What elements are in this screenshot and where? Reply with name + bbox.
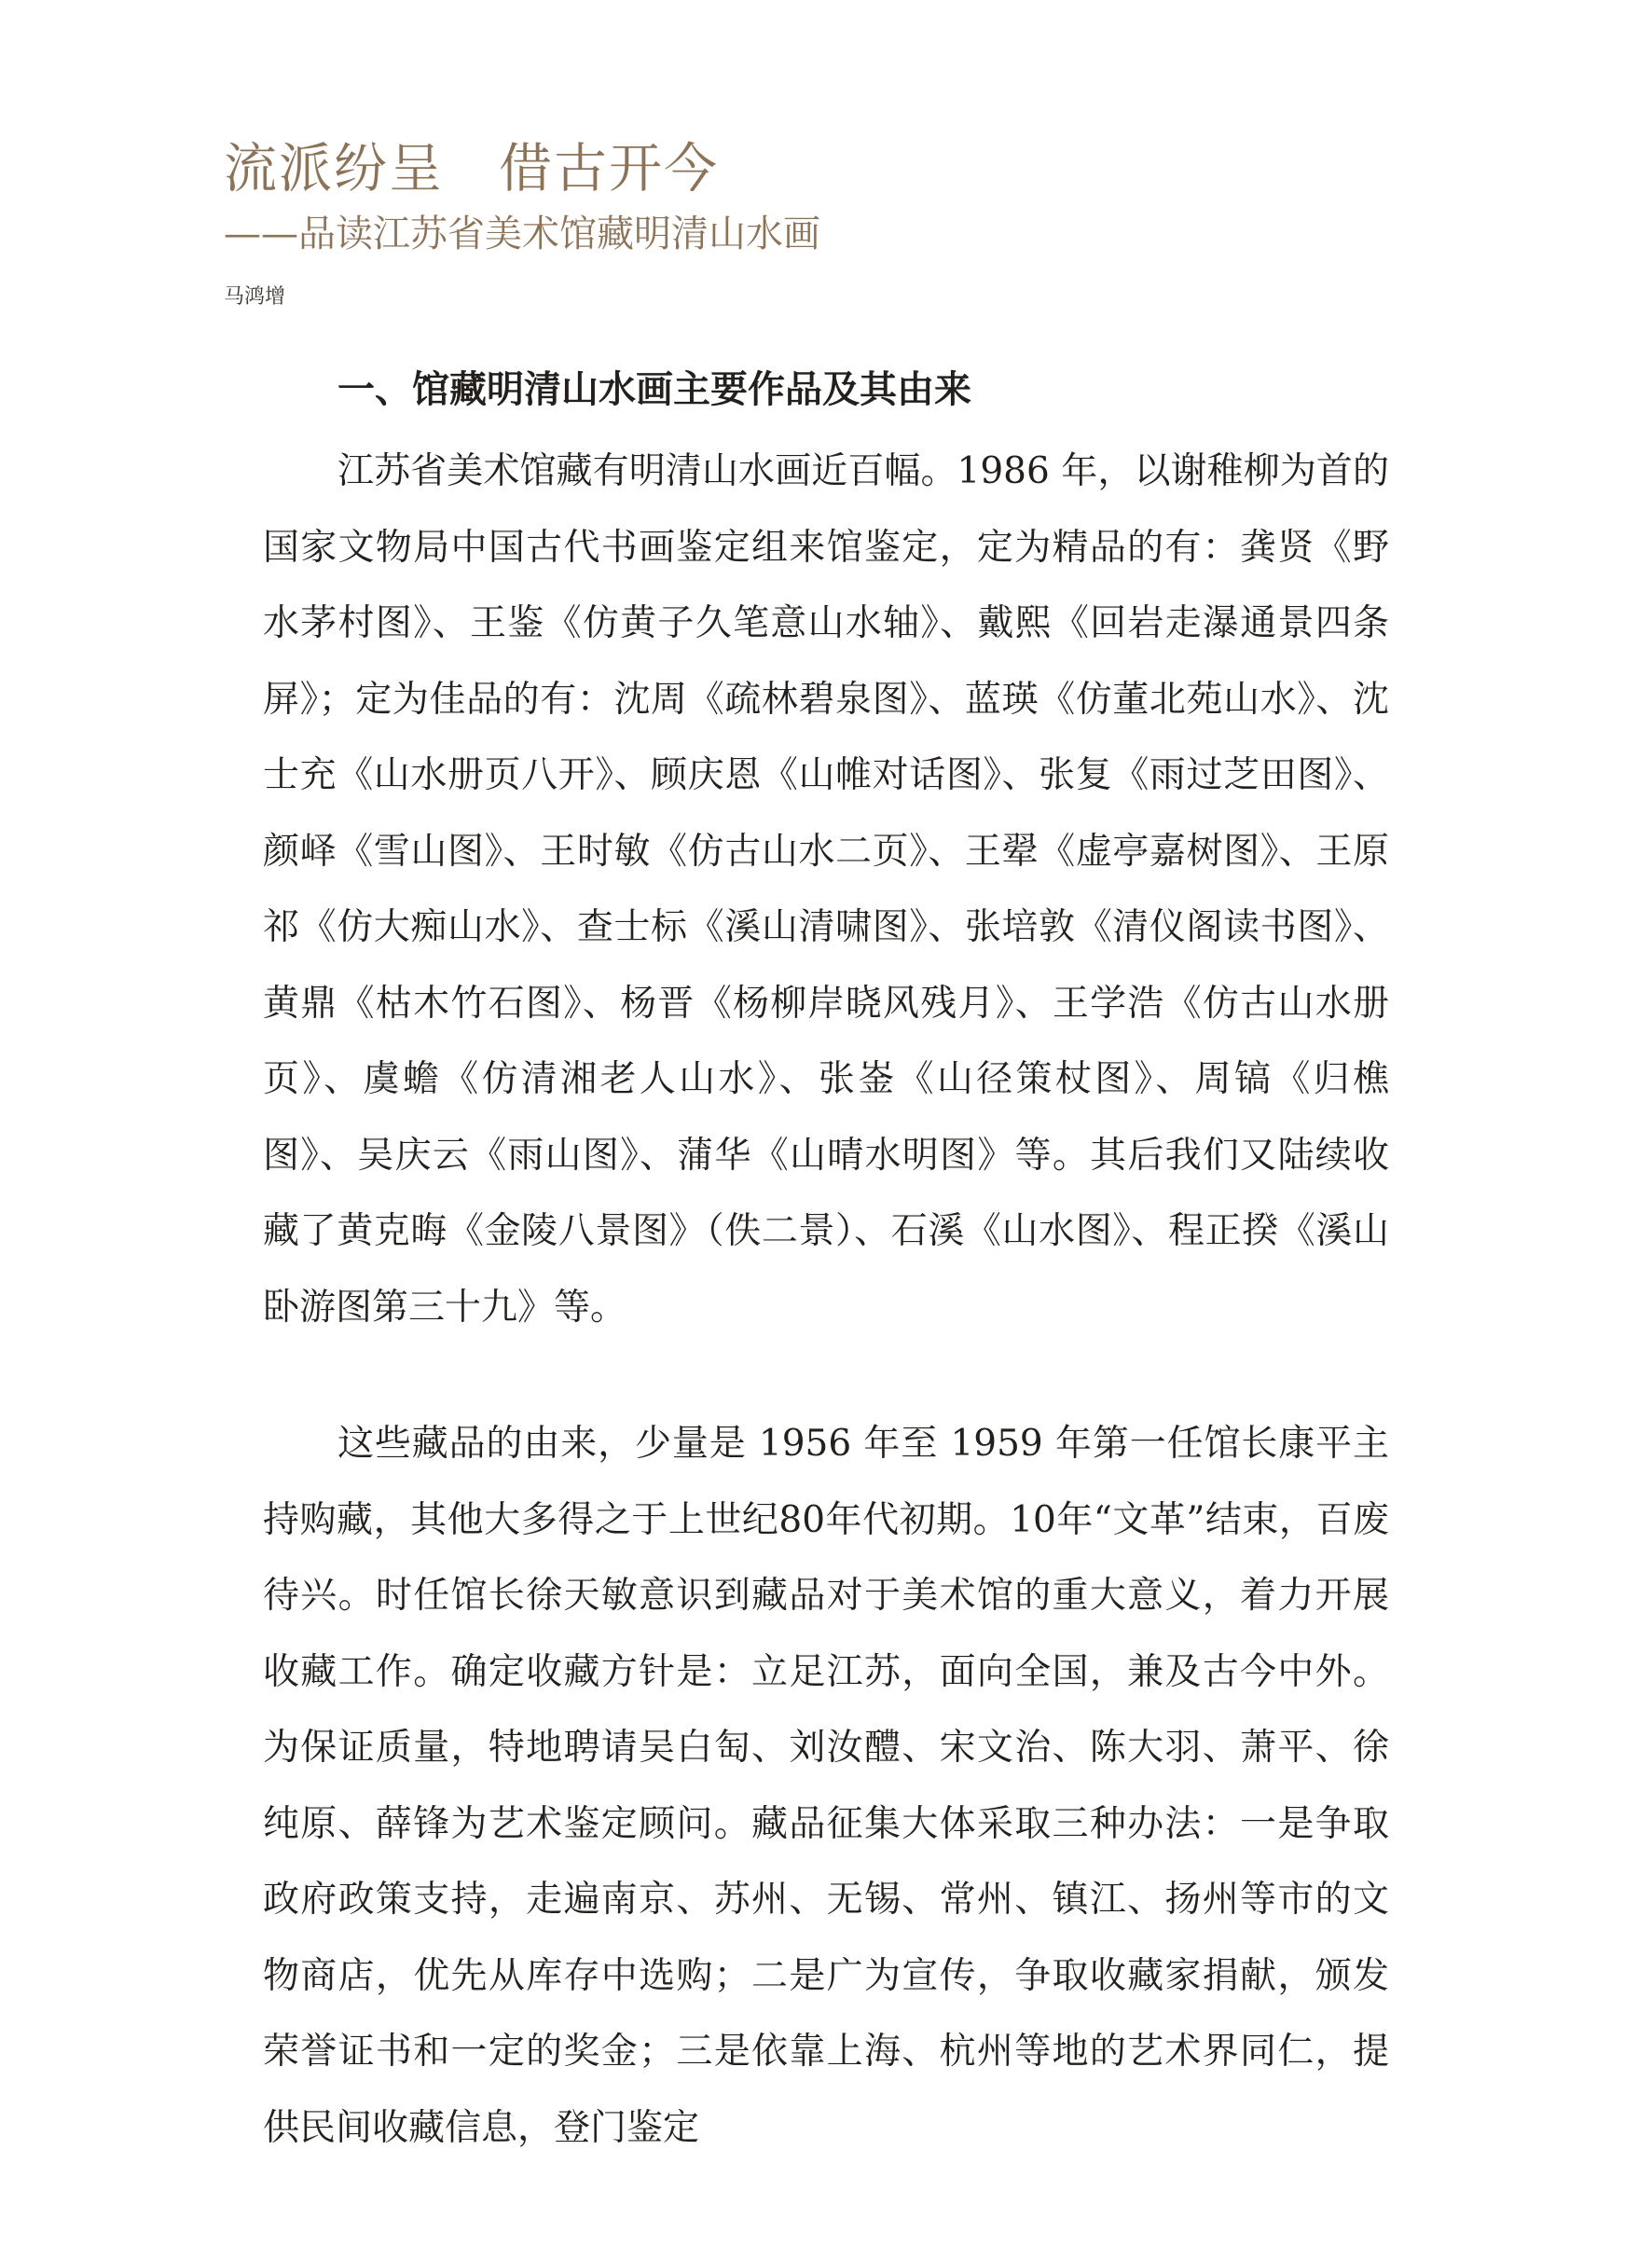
author-name: 马鸿增 (224, 285, 286, 309)
article-title: 流派纷呈 借古开今 (224, 138, 719, 200)
body-paragraph-1: 江苏省美术馆藏有明清山水画近百幅。1986 年，以谢稚柳为首的国家文物局中国古代书画鉴定组来馆鉴定，定为精品的有：龚贤《野水茅村图》、王鉴《仿黄子久笔意山水轴》、戴熙《回岩走瀑通景四条屏》；定为佳品的有：沈周《疏林碧泉图》、蓝瑛《仿董北苑山水》、沈士充《山水册页八开》、顾庆恩《山帷对话图》、张复《雨过芝田图》、颜峄《雪山图》、王时敏《仿古山水二页》、王翚《虚亭嘉树图》、王原祁《仿大痴山水》、查士标《溪山清啸图》、张培敦《清仪阁读书图》、黄鼎《枯木竹石图》、杨晋《杨柳岸晓风残月》、王学浩《仿古山水册页》、虞蟾《仿清湘老人山水》、张崟《山径策杖图》、周镐《归樵图》、吴庆云《雨山图》、蒲华《山晴水明图》等。其后我们又陆续收藏了黄克晦《金陵八景图》（佚二景）、石溪《山水图》、程正揆《溪山卧游图第三十九》等。 (263, 450, 1389, 1329)
section-heading: 一、馆藏明清山水画主要作品及其由来 (337, 367, 971, 411)
article-subtitle: ——品读江苏省美术馆藏明清山水画 (224, 213, 820, 255)
body-paragraph-2: 这些藏品的由来，少量是 1956 年至 1959 年第一任馆长康平主持购藏，其他大多得之于上世纪80年代初期。10年“文革”结束，百废待兴。时任馆长徐天敏意识到藏品对于美术馆的重大意义，着力开展收藏工作。确定收藏方针是：立足江苏，面向全国，兼及古今中外。为保证质量，特地聘请吴白匋、刘汝醴、宋文治、陈大羽、萧平、徐纯原、薛锋为艺术鉴定顾问。藏品征集大体采取三种办法：一是争取政府政策支持，走遍南京、苏州、无锡、常州、镇江、扬州等市的文物商店，优先从库存中选购；二是广为宣传，争取收藏家捐献，颁发荣誉证书和一定的奖金；三是依靠上海、杭州等地的艺术界同仁，提供民间收藏信息，登门鉴定 (263, 1423, 1389, 2149)
